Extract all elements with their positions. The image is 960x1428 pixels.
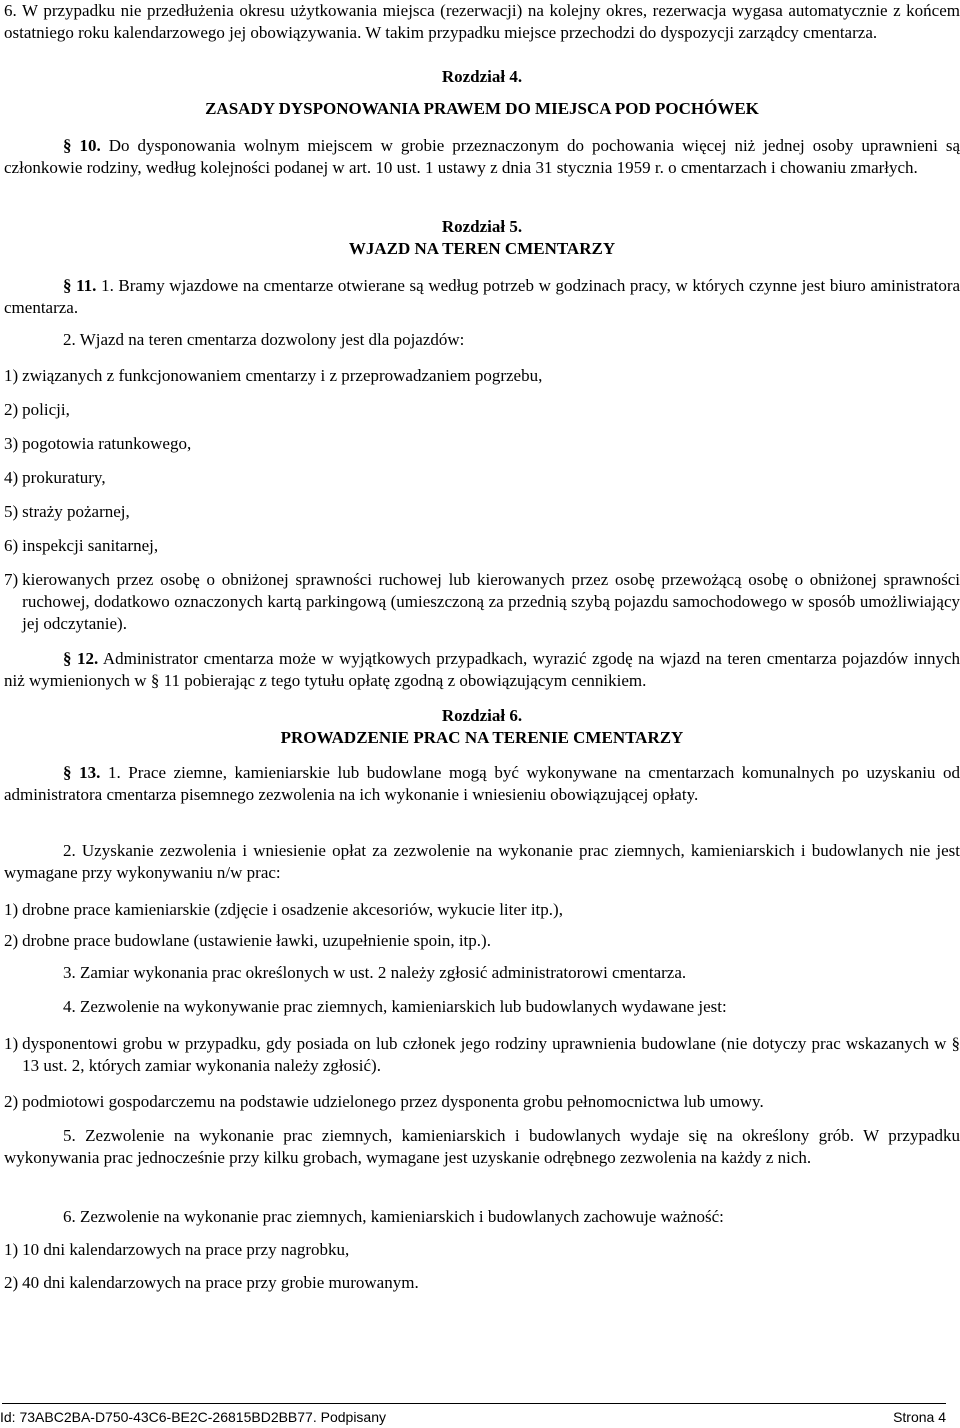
section-10 [4,135,960,179]
list-item: 2) 40 dni kalendarzowych na prace przy grobie murowanym. [4,1273,419,1292]
chapter-5-label: Rozdział 5. [441,217,523,236]
section-13-para-2: 2. Uzyskanie zezwolenia i wniesienie opłat za zezwolenie na wykonanie prac ziemnych, kamieniarskich i budowlanych nie jest wymagane przy wykonywaniu n/w prac: [4,841,960,882]
chapter-4-label: Rozdział 4. [441,67,523,86]
section-13-para-5: 5. Zezwolenie na wykonanie prac ziemnych, kamieniarskich i budowlanych wydaje się na określony grób. W przypadku wykonywania prac jednocześnie przy kilku grobach, wymagane jest uzyskanie odrębnego zezwolenia na każdy z nich. [4,1126,960,1167]
list-item: 3) pogotowia ratunkowego, [4,434,192,453]
section-13-para-6: 6. Zezwolenie na wykonanie prac ziemnych, kamieniarskich i budowlanych zachowuje ważność: [63,1207,724,1226]
list-item: 7) kierowanych przez osobę o obniżonej sprawności ruchowej lub kierowanych przez osobę przewożącą osobę o obniżonej sprawności ruchowej, dodatkowo oznaczonych kartą parkingową (umieszczoną za przednią szybą pojazdu samochodowego w sposób umożliwiający jej odczytanie). [4,570,960,633]
section-11-para-1: § 11. 1. Bramy wjazdowe na cmentarze otwierane są według potrzeb w godzinach pracy, w których czynne jest biuro aministratora cmentarza. [4,276,960,317]
chapter-6-label: Rozdział 6. [441,706,523,725]
list-item: 2) policji, [4,400,70,419]
section-13-para-4: 4. Zezwolenie na wykonywanie prac ziemnych, kamieniarskich lub budowlanych wydawane jest: [63,997,727,1016]
section-11-para-2: 2. Wjazd na teren cmentarza dozwolony jest dla pojazdów: [63,330,465,349]
document-id: Id: 73ABC2BA-D750-43C6-BE2C-26815BD2BB77. Podpisany [0,1409,387,1425]
section-13-para-3: 3. Zamiar wykonania prac określonych w ust. 2 należy zgłosić administratorowi cmentarza. [63,963,687,982]
chapter-4-title: ZASADY DYSPONOWANIA PRAWEM DO MIEJSCA POD POCHÓWEK [205,99,759,118]
section-12: § 12. Administrator cmentarza może w wyjątkowych przypadkach, wyrazić zgodę na wjazd na teren cmentarza pojazdów innych niż wymienionych w § 11 pobierając z tego tytułu opłatę zgodną z obowiązującym cennikiem. [4,649,960,690]
chapter-5-title: WJAZD NA TEREN CMENTARZY [348,239,616,258]
list-item: 4) prokuratury, [4,468,106,487]
section-12-number: § 12. [63,649,99,668]
chapter-6-title: PROWADZENIE PRAC NA TERENIE CMENTARZY [280,728,684,747]
section-11-number: § 11. [63,276,97,295]
list-item: 5) straży pożarnej, [4,502,130,521]
section-10-number: § 10. [63,136,101,155]
section-13-para-1: § 13. 1. Prace ziemne, kamieniarskie lub budowlane mogą być wykonywane na cmentarzach komunalnych po uzyskaniu od administratora cmentarza pisemnego zezwolenia na ich wykonanie i wniesieniu obowiązującej opłaty. [4,763,960,804]
footer-divider [2,1403,946,1404]
list-item: 1) drobne prace kamieniarskie (zdjęcie i osadzenie akcesoriów, wykucie liter itp.), [4,900,563,919]
list-item: 2) podmiotowi gospodarczemu na podstawie udzielonego przez dysponenta grobu pełnomocnictwa lub umowy. [4,1092,764,1111]
page-number: Strona 4 [893,1409,946,1425]
list-item: 1) związanych z funkcjonowaniem cmentarzy i z przeprowadzaniem pogrzebu, [4,366,543,385]
list-item: 6) inspekcji sanitarnej, [4,536,159,555]
list-item: 1) 10 dni kalendarzowych na prace przy nagrobku, [4,1240,350,1259]
paragraph-6: 6. W przypadku nie przedłużenia okresu użytkowania miejsca (rezerwacji) na kolejny okres, rezerwacja wygasa automatycznie z końcem ostatniego roku kalendarzowego jej obowiązywania. W takim przypadku miejsce przechodzi do dyspozycji zarządcy cmentarza. [4,1,960,42]
section-13-number: § 13. [63,763,101,782]
list-item: 2) drobne prace budowlane (ustawienie ławki, uzupełnienie spoin, itp.). [4,931,491,950]
list-item: 1) dysponentowi grobu w przypadku, gdy posiada on lub członek jego rodziny uprawnienia budowlane (nie dotyczy prac wskazanych w § 13 ust. 2, których zamiar wykonania należy zgłosić). [4,1034,960,1075]
section-10-text: Do dysponowania wolnym miejscem w grobie przeznaczonym do pochowania więcej niż jednej osoby uprawnieni są członkowie rodziny, według kolejności podanej w art. 10 ust. 1 ustawy z dnia 31 stycznia 1959 r. o cmentarzach i chowaniu zmarłych. [4,136,960,177]
